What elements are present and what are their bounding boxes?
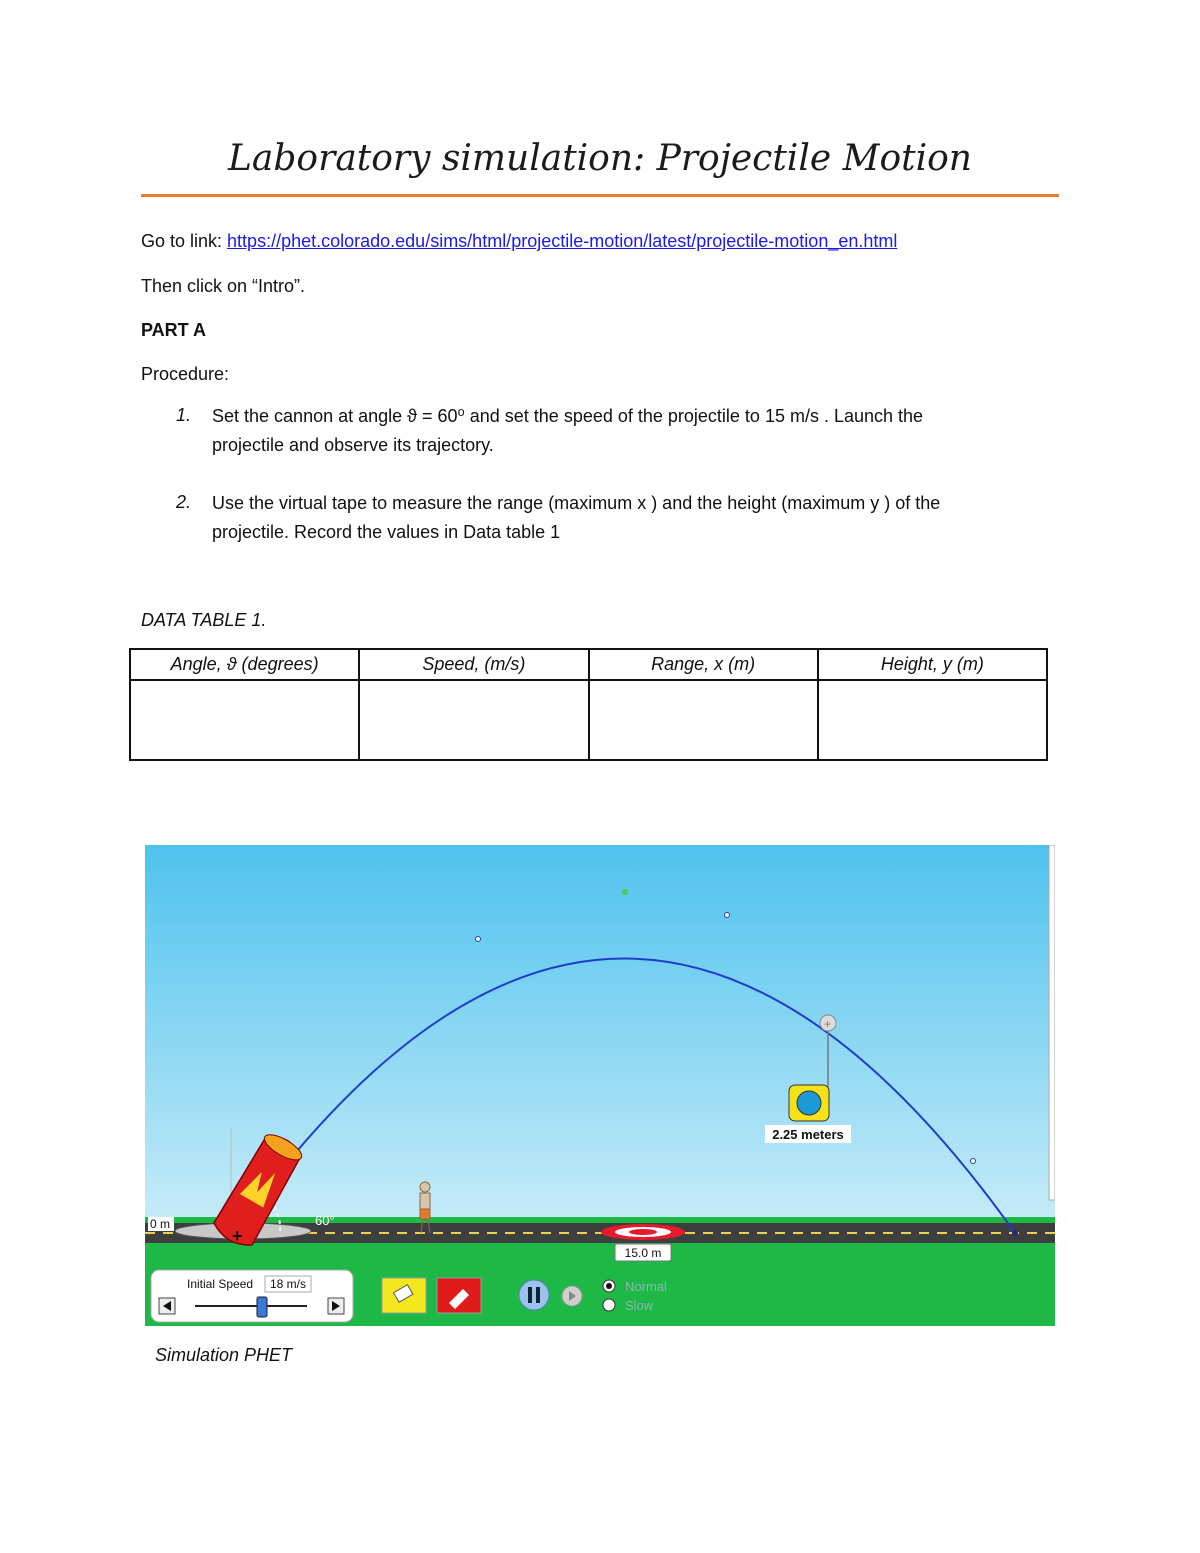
trajectory-point — [725, 913, 730, 918]
goto-label: Go to link: — [141, 231, 228, 251]
trajectory-end — [1012, 1230, 1018, 1236]
simulation-link[interactable]: https://phet.colorado.edu/sims/html/projectile-motion/latest/projectile-motion_en.html — [227, 231, 898, 251]
table-header: Angle, ϑ (degrees) — [130, 649, 359, 680]
table-cell-height[interactable] — [818, 680, 1047, 760]
step-button[interactable] — [562, 1286, 582, 1306]
pause-button[interactable] — [519, 1280, 549, 1310]
target-distance[interactable]: 15.0 m — [624, 1246, 662, 1260]
fire-button[interactable] — [437, 1278, 481, 1313]
table-header: Range, x (m) — [589, 649, 818, 680]
simulation-screenshot — [145, 845, 1055, 1326]
trajectory-point — [622, 889, 628, 895]
eraser-button[interactable] — [382, 1278, 426, 1313]
table-cell-angle[interactable] — [130, 680, 359, 760]
step-text — [212, 402, 1052, 460]
speed-mode-slow[interactable] — [603, 1298, 654, 1313]
table-header-row — [130, 649, 1047, 680]
table-cell-range[interactable] — [589, 680, 818, 760]
table-row — [130, 680, 1047, 760]
cannon-pivot: + — [232, 1226, 243, 1246]
page-title: Laboratory simulation: Projectile Motion — [228, 138, 972, 179]
speed-label: Initial Speed — [187, 1277, 254, 1291]
tape-reading: 2.25 meters — [772, 1127, 844, 1142]
speed-mode-label: Slow — [625, 1298, 654, 1313]
step-number: 2. — [176, 492, 192, 512]
table-header: Speed, (m/s) — [359, 649, 588, 680]
angle-label: 60° — [315, 1213, 335, 1228]
step-line: Set the cannon at angle ϑ = 60⁰ and set the speed of the projectile to 15 m/s . Launch the — [212, 406, 924, 426]
trajectory-point — [971, 1159, 976, 1164]
target-icon — [601, 1224, 685, 1240]
speed-control-panel — [151, 1270, 353, 1322]
speed-mode-label: Normal — [625, 1279, 667, 1294]
step-number: 1. — [176, 405, 192, 425]
speed-value[interactable]: 18 m/s — [269, 1277, 307, 1291]
svg-text:+: + — [824, 1017, 832, 1031]
data-table — [129, 648, 1048, 761]
procedure-label: Procedure: — [141, 364, 230, 384]
step-line: projectile and observe its trajectory. — [212, 435, 494, 455]
figure-caption: Simulation PHET — [155, 1345, 293, 1365]
step-text — [212, 489, 1052, 547]
speed-slider-thumb[interactable] — [257, 1297, 267, 1317]
table-header: Height, y (m) — [818, 649, 1047, 680]
origin-label: 0 m — [150, 1217, 171, 1231]
step-line: projectile. Record the values in Data table 1 — [212, 522, 561, 542]
then-text: Then click on “Intro”. — [141, 276, 306, 296]
table-cell-speed[interactable] — [359, 680, 588, 760]
trajectory-point — [476, 937, 481, 942]
step-line: Use the virtual tape to measure the range (maximum x ) and the height (maximum y ) of the — [212, 493, 941, 513]
link-line — [141, 229, 897, 253]
table-caption: DATA TABLE 1. — [141, 610, 267, 630]
sim-right-edge — [1049, 845, 1055, 1200]
part-label: PART A — [141, 320, 206, 340]
title-divider — [141, 194, 1059, 197]
